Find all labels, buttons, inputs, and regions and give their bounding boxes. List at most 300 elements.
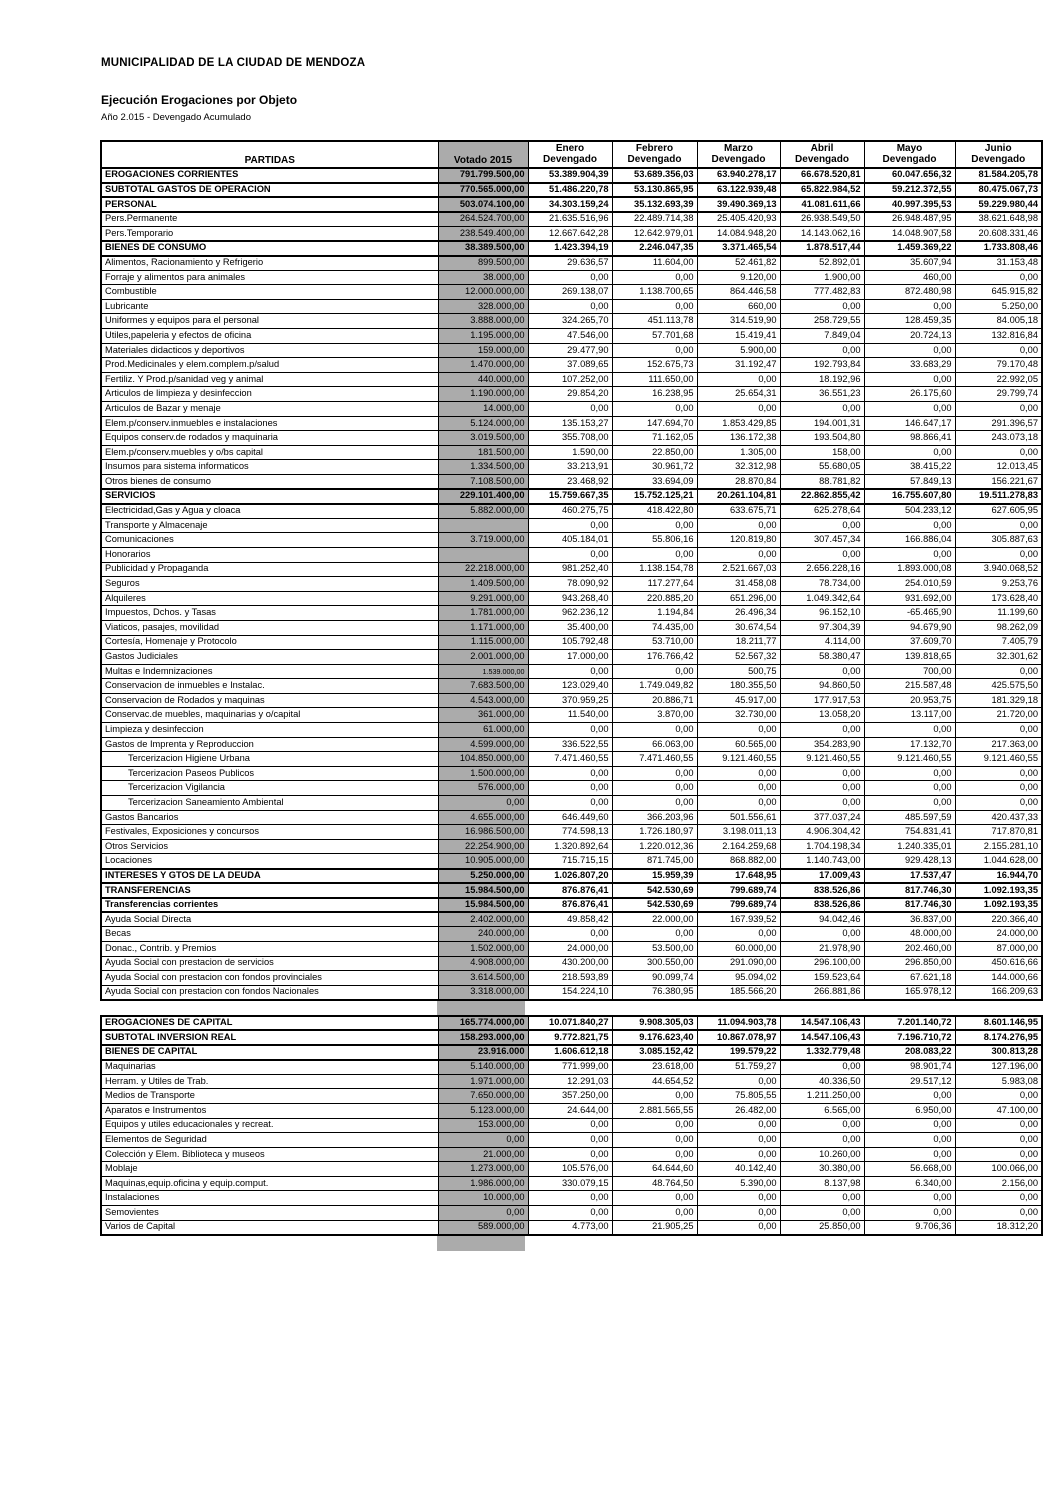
devengado-value-cell: 128.459,35 — [864, 314, 955, 329]
devengado-value-cell: 166.209,63 — [955, 985, 1042, 1000]
devengado-value-cell: 218.593,89 — [528, 971, 612, 986]
partida-label-cell: BIENES DE CAPITAL — [101, 1045, 438, 1060]
table-row — [101, 752, 1042, 767]
votado-2015-cell: 16.986.500,00 — [438, 825, 528, 840]
table-row — [101, 810, 1042, 825]
devengado-value-cell: 1.138.700,65 — [612, 285, 697, 300]
organization-name: MUNICIPALIDAD DE LA CIUDAD DE MENDOZA — [101, 57, 366, 69]
devengado-value-cell: 32.730,00 — [697, 708, 780, 723]
devengado-value-cell: 0,00 — [697, 1118, 780, 1133]
devengado-value-cell: 0,00 — [955, 766, 1042, 781]
devengado-value-cell: 1.240.335,01 — [864, 839, 955, 854]
devengado-value-cell: 420.437,33 — [955, 810, 1042, 825]
table-row — [101, 1016, 1042, 1031]
partida-label-cell: Comunicaciones — [101, 533, 438, 548]
devengado-value-cell: 542.530,69 — [612, 898, 697, 913]
partida-label-cell: Articulos de limpieza y desinfeccion — [101, 387, 438, 402]
devengado-value-cell: 25.654,31 — [697, 387, 780, 402]
table-row — [101, 329, 1042, 344]
table-tail-gap — [100, 1236, 1041, 1251]
devengado-value-cell: 147.694,70 — [612, 416, 697, 431]
partida-label-cell: SUBTOTAL INVERSION REAL — [101, 1030, 438, 1045]
table-row — [101, 270, 1042, 285]
table-row — [101, 1118, 1042, 1133]
devengado-value-cell: 14.048.907,58 — [864, 226, 955, 241]
devengado-value-cell: 7.471.460,55 — [528, 752, 612, 767]
budget-table-section-1 — [100, 140, 1043, 1001]
devengado-value-cell: 0,00 — [528, 927, 612, 942]
devengado-value-cell: 7.201.140,72 — [864, 1016, 955, 1031]
devengado-value-cell: 21.905,25 — [612, 1220, 697, 1235]
devengado-value-cell: 1.590,00 — [528, 445, 612, 460]
votado-2015-cell: 61.000,00 — [438, 723, 528, 738]
devengado-value-cell: 0,00 — [612, 1118, 697, 1133]
devengado-value-cell: 0,00 — [612, 1147, 697, 1162]
devengado-value-cell: 21.978,90 — [780, 941, 864, 956]
devengado-value-cell: 25.405.420,93 — [697, 212, 780, 227]
devengado-value-cell: 33.213,91 — [528, 460, 612, 475]
column-header-mayo — [864, 141, 955, 168]
devengado-value-cell: 31.192,47 — [697, 358, 780, 373]
partida-label-cell: Conservac.de muebles, maquinarias y o/capital — [101, 708, 438, 723]
votado-2015-cell: 2.402.000,00 — [438, 912, 528, 927]
devengado-value-cell: 0,00 — [780, 1191, 864, 1206]
devengado-value-cell: 48.764,50 — [612, 1176, 697, 1191]
devengado-value-cell: 0,00 — [612, 1089, 697, 1104]
table-row — [101, 854, 1042, 869]
votado-2015-cell: 3.719.000,00 — [438, 533, 528, 548]
devengado-value-cell: 700,00 — [864, 664, 955, 679]
devengado-value-cell: 20.724,13 — [864, 329, 955, 344]
devengado-value-cell: 9.706,36 — [864, 1220, 955, 1235]
devengado-value-cell: 30.961,72 — [612, 460, 697, 475]
devengado-value-cell: 357.250,00 — [528, 1089, 612, 1104]
devengado-value-cell: 0,00 — [780, 547, 864, 562]
devengado-value-cell: 55.680,05 — [780, 460, 864, 475]
partida-label-cell: Fertiliz. Y Prod.p/sanidad veg y animal — [101, 372, 438, 387]
table-row — [101, 606, 1042, 621]
column-header-abril — [780, 141, 864, 168]
partida-label-cell: Multas e Indemnizaciones — [101, 664, 438, 679]
devengado-value-cell: 23.468,92 — [528, 474, 612, 489]
devengado-value-cell: 29.854,20 — [528, 387, 612, 402]
column-header-marzo — [697, 141, 780, 168]
devengado-value-cell: 146.647,17 — [864, 416, 955, 431]
devengado-value-cell: 646.449,60 — [528, 810, 612, 825]
devengado-value-cell: 12.013,45 — [955, 460, 1042, 475]
devengado-value-cell: 0,00 — [780, 723, 864, 738]
devengado-value-cell: 18.192,96 — [780, 372, 864, 387]
devengado-value-cell: 0,00 — [864, 445, 955, 460]
devengado-value-cell: 0,00 — [612, 781, 697, 796]
table-row — [101, 708, 1042, 723]
devengado-value-cell: 35.132.693,39 — [612, 197, 697, 212]
devengado-value-cell: 65.822.984,52 — [780, 183, 864, 198]
devengado-value-cell: 0,00 — [612, 1191, 697, 1206]
devengado-value-cell: 35.400,00 — [528, 620, 612, 635]
devengado-value-cell: 0,00 — [864, 1118, 955, 1133]
devengado-value-cell: 29.477,90 — [528, 343, 612, 358]
devengado-value-cell: 217.363,00 — [955, 737, 1042, 752]
devengado-value-cell: 14.084.948,20 — [697, 226, 780, 241]
devengado-value-cell: 38.621.648,98 — [955, 212, 1042, 227]
month-name: Mayo — [896, 143, 923, 154]
devengado-value-cell: 52.567,32 — [697, 650, 780, 665]
table-row — [101, 445, 1042, 460]
devengado-value-cell: 300.550,00 — [612, 956, 697, 971]
devengado-value-cell: 370.959,25 — [528, 693, 612, 708]
devengado-value-cell: 48.000,00 — [864, 927, 955, 942]
devengado-value-cell: 31.153,48 — [955, 256, 1042, 271]
devengado-value-cell: 460,00 — [864, 270, 955, 285]
partida-label-cell: Insumos para sistema informaticos — [101, 460, 438, 475]
table-row — [101, 1176, 1042, 1191]
devengado-value-cell: 418.422,80 — [612, 504, 697, 519]
table-row — [101, 985, 1042, 1000]
devengado-value-cell: 98.866,41 — [864, 431, 955, 446]
table-row — [101, 1147, 1042, 1162]
devengado-value-cell: 7.849,04 — [780, 329, 864, 344]
devengado-value-cell: 9.121.460,55 — [780, 752, 864, 767]
devengado-value-cell: 78.734,00 — [780, 577, 864, 592]
partida-label-cell: Lubricante — [101, 299, 438, 314]
votado-2015-cell: 4.655.000,00 — [438, 810, 528, 825]
table-row — [101, 285, 1042, 300]
partida-label-cell: Articulos de Bazar y menaje — [101, 402, 438, 417]
devengado-value-cell: 12.667.642,28 — [528, 226, 612, 241]
budget-table-section-2 — [100, 1015, 1043, 1236]
devengado-value-cell: 1.900,00 — [780, 270, 864, 285]
table-row — [101, 1162, 1042, 1177]
table-row — [101, 781, 1042, 796]
devengado-value-cell: 154.224,10 — [528, 985, 612, 1000]
partida-label-cell: Tercerizacion Paseos Publicos — [101, 766, 438, 781]
table-row — [101, 693, 1042, 708]
table-row — [101, 372, 1042, 387]
table-row — [101, 358, 1042, 373]
devengado-value-cell: 165.978,12 — [864, 985, 955, 1000]
table-row — [101, 825, 1042, 840]
table-row — [101, 796, 1042, 811]
partida-label-cell: Equipos y utiles educacionales y recreat. — [101, 1118, 438, 1133]
partida-label-cell: Publicidad y Propaganda — [101, 562, 438, 577]
devengado-value-cell: 136.172,38 — [697, 431, 780, 446]
devengado-value-cell: 0,00 — [955, 445, 1042, 460]
devengado-value-cell: 16.238,95 — [612, 387, 697, 402]
devengado-value-cell: 10.260,00 — [780, 1147, 864, 1162]
devengado-value-cell: 1.853.429,85 — [697, 416, 780, 431]
votado-2015-cell: 1.470.000,00 — [438, 358, 528, 373]
votado-2015-cell: 0,00 — [438, 796, 528, 811]
table-row — [101, 766, 1042, 781]
table-row — [101, 183, 1042, 198]
devengado-value-cell: 3.085.152,42 — [612, 1045, 697, 1060]
column-header-junio — [955, 141, 1042, 168]
month-name: Febrero — [635, 143, 674, 154]
devengado-value-cell: 9.253,76 — [955, 577, 1042, 592]
votado-2015-cell: 38.000,00 — [438, 270, 528, 285]
devengado-value-cell: 0,00 — [780, 299, 864, 314]
devengado-value-cell: 451.113,78 — [612, 314, 697, 329]
devengado-value-cell: 0,00 — [955, 1206, 1042, 1221]
devengado-value-cell: 100.066,00 — [955, 1162, 1042, 1177]
devengado-value-cell: 0,00 — [780, 402, 864, 417]
devengado-value-cell: 59.229.980,44 — [955, 197, 1042, 212]
devengado-value-cell: 21.720,00 — [955, 708, 1042, 723]
column-header-votado-2015: Votado 2015 — [438, 141, 528, 168]
votado-2015-cell: 23.916.000 — [438, 1045, 528, 1060]
devengado-value-cell: 1.049.342,64 — [780, 591, 864, 606]
devengado-value-cell: 0,00 — [780, 343, 864, 358]
table-row — [101, 650, 1042, 665]
table-row — [101, 562, 1042, 577]
devengado-value-cell: 0,00 — [612, 796, 697, 811]
devengado-value-cell: 51.759,27 — [697, 1060, 780, 1075]
votado-2015-cell: 1.409.500,00 — [438, 577, 528, 592]
devengado-value-cell: 111.650,00 — [612, 372, 697, 387]
devengado-value-cell: 0,00 — [780, 766, 864, 781]
votado-2015-cell: 3.019.500,00 — [438, 431, 528, 446]
devengado-value-cell: 8.174.276,95 — [955, 1030, 1042, 1045]
devengado-value-cell: 296.850,00 — [864, 956, 955, 971]
devengado-value-cell: 17.648,95 — [697, 869, 780, 884]
devengado-value-cell: 0,00 — [528, 518, 612, 533]
partida-label-cell: Elem.p/conserv.inmuebles e instalaciones — [101, 416, 438, 431]
votado-2015-cell: 15.984.500,00 — [438, 883, 528, 898]
devengado-value-cell: 0,00 — [697, 1074, 780, 1089]
devengado-value-cell: 7.471.460,55 — [612, 752, 697, 767]
partida-label-cell: Elem.p/conserv.muebles y o/bs capital — [101, 445, 438, 460]
devengado-value-cell: 60.565,00 — [697, 737, 780, 752]
devengado-value-cell: 10.071.840,27 — [528, 1016, 612, 1031]
devengado-value-cell: 2.164.259,68 — [697, 839, 780, 854]
votado-2015-cell: 4.599.000,00 — [438, 737, 528, 752]
devengado-value-cell: 29.636,57 — [528, 256, 612, 271]
partida-label-cell: Equipos conserv.de rodados y maquinaria — [101, 431, 438, 446]
devengado-value-cell: 132.816,84 — [955, 329, 1042, 344]
votado-2015-cell: 1.500.000,00 — [438, 766, 528, 781]
devengado-value-cell: 868.882,00 — [697, 854, 780, 869]
devengado-value-cell: 929.428,13 — [864, 854, 955, 869]
votado-2015-cell: 3.318.000,00 — [438, 985, 528, 1000]
devengado-value-cell: 1.044.628,00 — [955, 854, 1042, 869]
votado-2015-cell: 4.543.000,00 — [438, 693, 528, 708]
devengado-value-cell: 17.132,70 — [864, 737, 955, 752]
devengado-value-cell: 144.000,66 — [955, 971, 1042, 986]
devengado-value-cell: 931.692,00 — [864, 591, 955, 606]
votado-2015-cell: 1.539.000,00 — [438, 664, 528, 679]
devengado-value-cell: 266.881,86 — [780, 985, 864, 1000]
devengado-value-cell: 11.094.903,78 — [697, 1016, 780, 1031]
votado-2015-cell: 9.291.000,00 — [438, 591, 528, 606]
devengado-value-cell: 21.635.516,96 — [528, 212, 612, 227]
table-row — [101, 956, 1042, 971]
devengado-value-cell: 366.203,96 — [612, 810, 697, 825]
devengado-value-cell: 0,00 — [780, 796, 864, 811]
table-row — [101, 737, 1042, 752]
devengado-value-cell: 25.850,00 — [780, 1220, 864, 1235]
devengado-value-cell: 0,00 — [528, 1191, 612, 1206]
devengado-value-cell: 3.940.068,52 — [955, 562, 1042, 577]
devengado-value-cell: 254.010,59 — [864, 577, 955, 592]
devengado-value-cell: 97.304,39 — [780, 620, 864, 635]
devengado-value-cell: 22.489.714,38 — [612, 212, 697, 227]
devengado-value-cell: 51.486.220,78 — [528, 183, 612, 198]
votado-2015-cell: 5.140.000,00 — [438, 1060, 528, 1075]
devengado-value-cell: 71.162,05 — [612, 431, 697, 446]
devengado-value-cell: 156.221,67 — [955, 474, 1042, 489]
table-row — [101, 1103, 1042, 1118]
devengado-value-cell: 76.380,95 — [612, 985, 697, 1000]
devengado-value-cell: 53.389.904,39 — [528, 168, 612, 183]
votado-2015-cell: 10.000,00 — [438, 1191, 528, 1206]
devengado-value-cell: 0,00 — [697, 1220, 780, 1235]
devengado-value-cell: 324.265,70 — [528, 314, 612, 329]
devengado-value-cell: 625.278,64 — [780, 504, 864, 519]
devengado-value-cell: 53.689.356,03 — [612, 168, 697, 183]
devengado-value-cell: 79.170,48 — [955, 358, 1042, 373]
devengado-value-cell: 12.291,03 — [528, 1074, 612, 1089]
devengado-value-cell: 0,00 — [528, 781, 612, 796]
devengado-value-cell: 57.701,68 — [612, 329, 697, 344]
devengado-value-cell: 60.000,00 — [697, 941, 780, 956]
devengado-value-cell: 26.496,34 — [697, 606, 780, 621]
table-row — [101, 299, 1042, 314]
table-row — [101, 869, 1042, 884]
devengado-label: Devengado — [711, 153, 766, 165]
devengado-value-cell: 4.773,00 — [528, 1220, 612, 1235]
votado-2015-cell: 153.000,00 — [438, 1118, 528, 1133]
devengado-value-cell: 22.862.855,42 — [780, 489, 864, 504]
devengado-value-cell: 63.940.278,17 — [697, 168, 780, 183]
devengado-value-cell: 771.999,00 — [528, 1060, 612, 1075]
table-row — [101, 533, 1042, 548]
votado-2015-cell: 104.850.000,00 — [438, 752, 528, 767]
votado-2015-cell: 791.799.500,00 — [438, 168, 528, 183]
partida-label-cell: Moblaje — [101, 1162, 438, 1177]
devengado-value-cell: 0,00 — [864, 1147, 955, 1162]
devengado-value-cell: 1.140.743,00 — [780, 854, 864, 869]
devengado-value-cell: 176.766,42 — [612, 650, 697, 665]
devengado-value-cell: 66.063,00 — [612, 737, 697, 752]
devengado-value-cell: 5.983,08 — [955, 1074, 1042, 1089]
devengado-label: Devengado — [971, 153, 1026, 165]
votado-2015-cell: 2.001.000,00 — [438, 650, 528, 665]
devengado-value-cell: 20.953,75 — [864, 693, 955, 708]
devengado-value-cell: 177.917,53 — [780, 693, 864, 708]
devengado-value-cell: 63.122.939,48 — [697, 183, 780, 198]
devengado-value-cell: 35.607,94 — [864, 256, 955, 271]
votado-2015-cell: 5.123.000,00 — [438, 1103, 528, 1118]
partida-label-cell: Materiales didacticos y deportivos — [101, 343, 438, 358]
devengado-value-cell: 127.196,00 — [955, 1060, 1042, 1075]
votado-2015-cell: 165.774.000,00 — [438, 1016, 528, 1031]
devengado-value-cell: 291.396,57 — [955, 416, 1042, 431]
devengado-value-cell: 5.900,00 — [697, 343, 780, 358]
devengado-value-cell: 799.689,74 — [697, 898, 780, 913]
devengado-value-cell: 38.415,22 — [864, 460, 955, 475]
devengado-value-cell: 3.371.465,54 — [697, 241, 780, 256]
devengado-value-cell: 88.781,82 — [780, 474, 864, 489]
devengado-value-cell: 0,00 — [528, 1147, 612, 1162]
devengado-value-cell: 29.799,74 — [955, 387, 1042, 402]
devengado-value-cell: 24.000,00 — [955, 927, 1042, 942]
devengado-value-cell: 81.584.205,78 — [955, 168, 1042, 183]
devengado-value-cell: 305.887,63 — [955, 533, 1042, 548]
devengado-value-cell: 98.901,74 — [864, 1060, 955, 1075]
devengado-value-cell: 14.547.106,43 — [780, 1016, 864, 1031]
devengado-value-cell: 16.755.607,80 — [864, 489, 955, 504]
devengado-value-cell: 202.460,00 — [864, 941, 955, 956]
devengado-value-cell: 0,00 — [780, 664, 864, 679]
devengado-value-cell: 56.668,00 — [864, 1162, 955, 1177]
devengado-value-cell: 94.679,90 — [864, 620, 955, 635]
partida-label-cell: Aparatos e Instrumentos — [101, 1103, 438, 1118]
devengado-value-cell: 0,00 — [697, 372, 780, 387]
devengado-value-cell: 90.099,74 — [612, 971, 697, 986]
devengado-value-cell: 26.175,60 — [864, 387, 955, 402]
column-header-partidas: PARTIDAS — [101, 141, 438, 168]
devengado-value-cell: 0,00 — [955, 343, 1042, 358]
partida-label-cell: Semovientes — [101, 1206, 438, 1221]
devengado-value-cell: 30.380,00 — [780, 1162, 864, 1177]
devengado-value-cell: 1.320.892,64 — [528, 839, 612, 854]
devengado-value-cell: 33.694,09 — [612, 474, 697, 489]
devengado-value-cell: 37.089,65 — [528, 358, 612, 373]
devengado-value-cell: 18.312,20 — [955, 1220, 1042, 1235]
devengado-value-cell: 87.000,00 — [955, 941, 1042, 956]
devengado-value-cell: 0,00 — [528, 402, 612, 417]
devengado-value-cell: 430.200,00 — [528, 956, 612, 971]
devengado-value-cell: 0,00 — [955, 664, 1042, 679]
partida-label-cell: Uniformes y equipos para el personal — [101, 314, 438, 329]
table-row — [101, 547, 1042, 562]
devengado-value-cell: 53.130.865,95 — [612, 183, 697, 198]
devengado-value-cell: 14.547.106,43 — [780, 1030, 864, 1045]
table-row — [101, 431, 1042, 446]
devengado-value-cell: 20.886,71 — [612, 693, 697, 708]
partida-label-cell: Honorarios — [101, 547, 438, 562]
devengado-value-cell: 139.818,65 — [864, 650, 955, 665]
partida-label-cell: Festivales, Exposiciones y concursos — [101, 825, 438, 840]
votado-2015-cell: 181.500,00 — [438, 445, 528, 460]
votado-2015-cell: 1.195.000,00 — [438, 329, 528, 344]
votado-2015-cell: 503.074.100,00 — [438, 197, 528, 212]
devengado-label: Devengado — [543, 153, 597, 165]
devengado-value-cell: 7.405,79 — [955, 635, 1042, 650]
votado-2015-cell: 361.000,00 — [438, 708, 528, 723]
devengado-value-cell: 817.746,30 — [864, 883, 955, 898]
table-row — [101, 1206, 1042, 1221]
devengado-value-cell: 15.752.125,21 — [612, 489, 697, 504]
devengado-value-cell: 1.704.198,34 — [780, 839, 864, 854]
votado-2015-cell: 5.124.000,00 — [438, 416, 528, 431]
devengado-value-cell: 0,00 — [528, 664, 612, 679]
devengado-value-cell: 0,00 — [955, 781, 1042, 796]
devengado-value-cell: 74.435,00 — [612, 620, 697, 635]
partida-label-cell: Alimentos, Racionamiento y Refrigerio — [101, 256, 438, 271]
devengado-value-cell: 377.037,24 — [780, 810, 864, 825]
votado-2015-cell: 5.882.000,00 — [438, 504, 528, 519]
votado-2015-cell: 22.254.900,00 — [438, 839, 528, 854]
devengado-value-cell: 30.674,54 — [697, 620, 780, 635]
devengado-value-cell: 0,00 — [697, 1191, 780, 1206]
devengado-value-cell: 185.566,20 — [697, 985, 780, 1000]
devengado-value-cell: 269.138,07 — [528, 285, 612, 300]
devengado-value-cell: 1.138.154,78 — [612, 562, 697, 577]
devengado-value-cell: 0,00 — [612, 299, 697, 314]
table-row — [101, 387, 1042, 402]
